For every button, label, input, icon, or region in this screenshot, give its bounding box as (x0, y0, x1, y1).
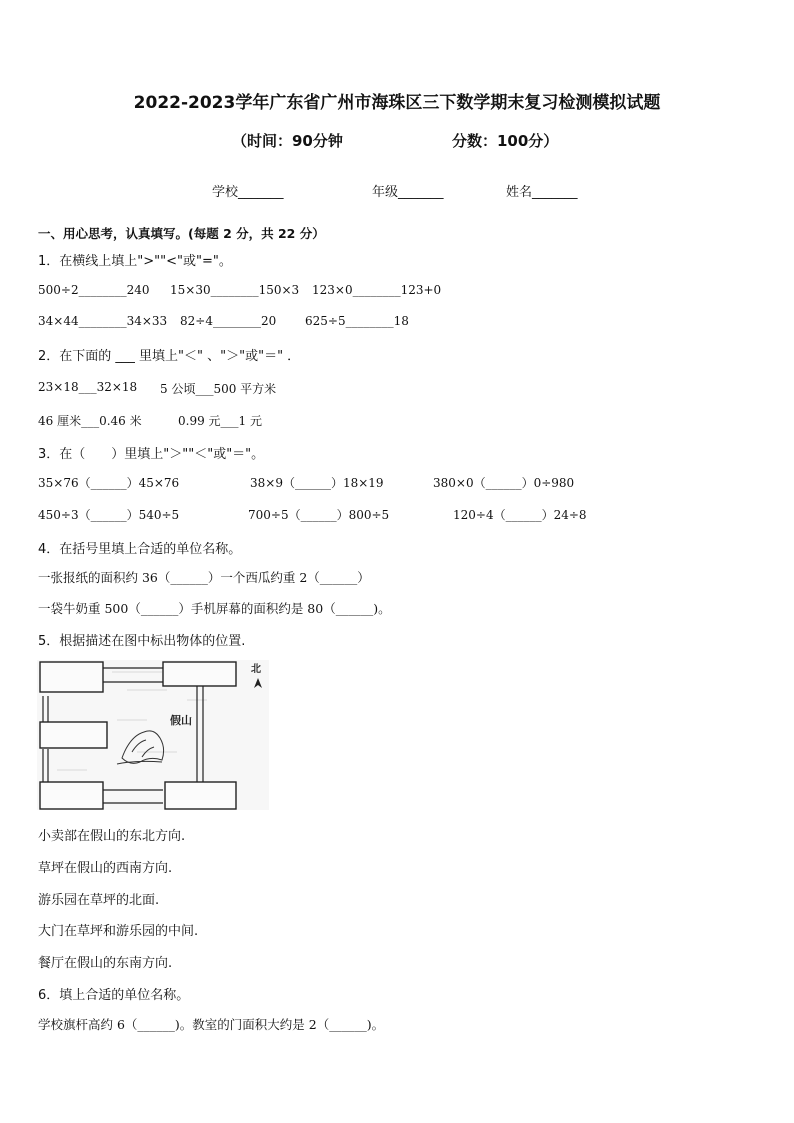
q6-line[interactable]: 学校旗杆高约 6（______)。教室的门面积大约是 2（______)。 (38, 1017, 385, 1032)
grade-field[interactable]: 年级_______ (372, 185, 444, 200)
q3-item[interactable]: 35×76（______）45×76 (38, 476, 180, 490)
q1-item[interactable]: 123×0________123+0 (312, 283, 442, 297)
question-3: 3．在（ ）里填上"＞""＜"或"＝"。 (38, 447, 265, 462)
q5-line: 草坪在假山的西南方向. (38, 861, 173, 876)
park-map[interactable] (37, 660, 269, 810)
name-field[interactable]: 姓名_______ (506, 185, 578, 200)
exam-time: （时间：90分钟 (232, 132, 343, 150)
exam-score: 分数：100分） (452, 132, 559, 150)
q1-item[interactable]: 82÷4________20 (180, 314, 277, 328)
q2-item[interactable]: 5 公顷___500 平方米 (160, 382, 277, 396)
q3-item[interactable]: 450÷3（______）540÷5 (38, 508, 180, 522)
q5-line: 游乐园在草坪的北面. (38, 893, 160, 908)
question-1: 1．在横线上填上">""<"或"="。 (38, 254, 232, 269)
q4-line[interactable]: 一张报纸的面积约 36（______）一个西瓜约重 2（______） (38, 570, 370, 585)
school-field[interactable]: 学校_______ (212, 185, 284, 200)
q3-item[interactable]: 700÷5（______）800÷5 (248, 508, 390, 522)
q2-item[interactable]: 23×18___32×18 (38, 380, 138, 394)
q1-item[interactable]: 500÷2________240 (38, 283, 150, 297)
q1-item[interactable]: 625÷5________18 (305, 314, 409, 328)
question-5: 5．根据描述在图中标出物体的位置. (38, 634, 246, 649)
q1-item[interactable]: 15×30________150×3 (170, 283, 300, 297)
q5-line: 餐厅在假山的东南方向. (38, 956, 173, 971)
north-label: 北 (251, 664, 261, 675)
section-heading: 一、用心思考，认真填写。(每题 2 分，共 22 分） (38, 226, 325, 241)
question-2: 2．在下面的 ___ 里填上"＜" 、"＞"或"＝" ． (38, 349, 301, 364)
q3-item[interactable]: 380×0（______）0÷980 (433, 476, 575, 490)
q1-item[interactable]: 34×44________34×33 (38, 314, 168, 328)
q5-line: 小卖部在假山的东北方向. (38, 829, 186, 844)
q3-item[interactable]: 120÷4（______）24÷8 (453, 508, 587, 522)
q2-item[interactable]: 0.99 元___1 元 (178, 414, 262, 428)
q3-item[interactable]: 38×9（______）18×19 (250, 476, 384, 490)
q4-line[interactable]: 一袋牛奶重 500（______）手机屏幕的面积约是 80（______)。 (38, 601, 391, 616)
page-title: 2022-2023学年广东省广州市海珠区三下数学期末复习检测模拟试题 (133, 93, 661, 113)
hill-label: 假山 (170, 714, 192, 727)
question-6: 6．填上合适的单位名称。 (38, 988, 190, 1003)
q2-item[interactable]: 46 厘米___0.46 米 (38, 414, 142, 428)
q5-line: 大门在草坪和游乐园的中间. (38, 924, 199, 939)
question-4: 4．在括号里填上合适的单位名称。 (38, 542, 242, 557)
